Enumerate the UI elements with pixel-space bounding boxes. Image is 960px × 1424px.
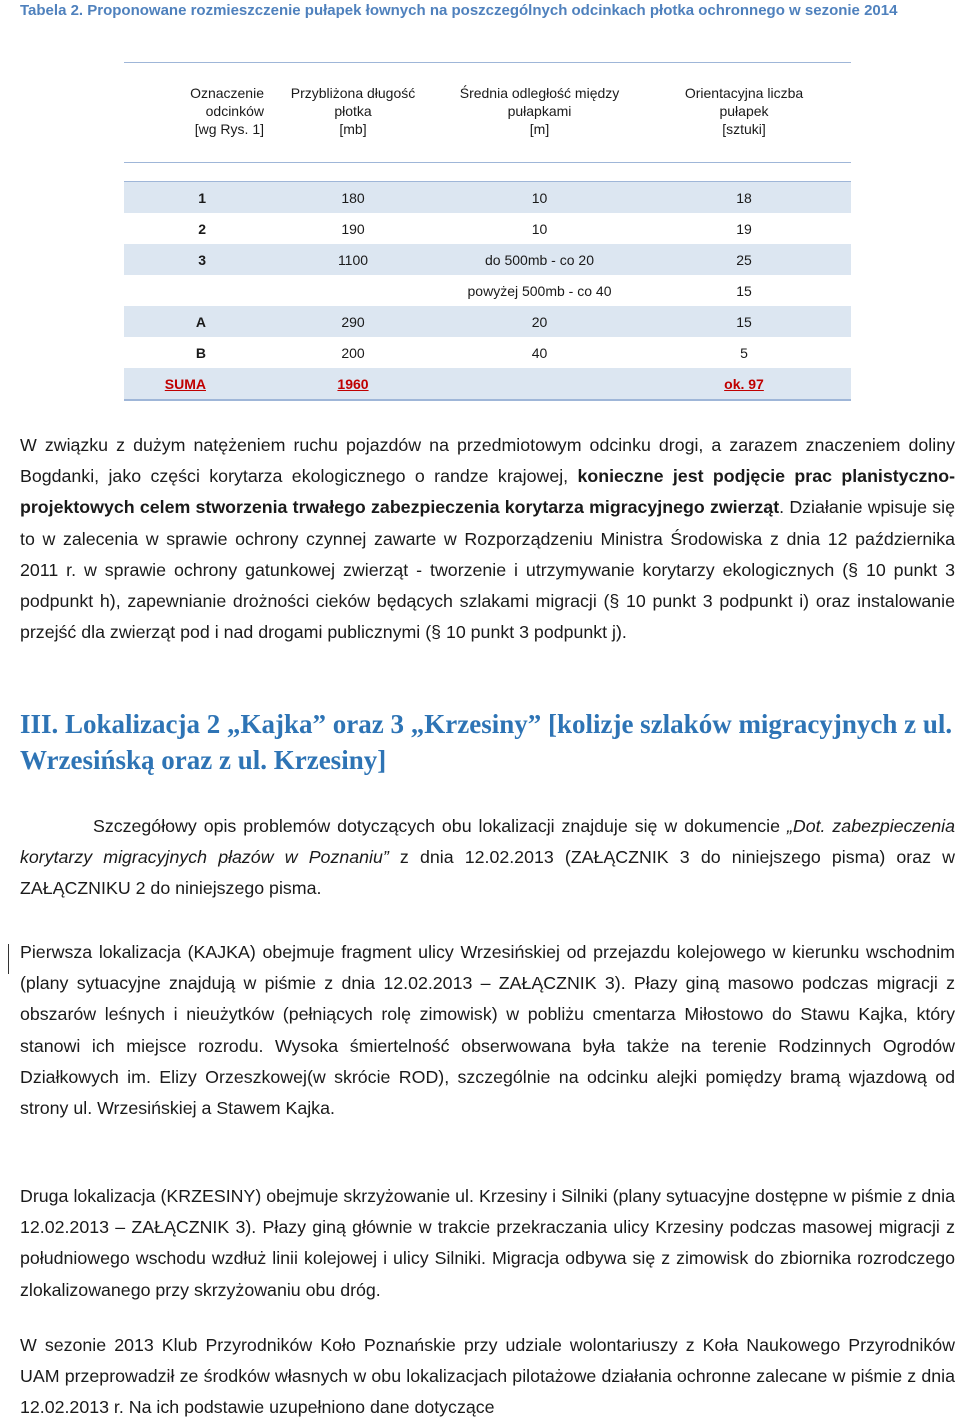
- cell-segment: 1: [124, 182, 264, 214]
- table-row: [124, 337, 851, 368]
- paragraph: W sezonie 2013 Klub Przyrodników Koło Poznańskie przy udziale wolontariuszy z Koła Naukowego Przyrodników UAM przeprowadził ze środków własnych w obu lokalizacjach pilotażowe działania ochronne zalecane w piśmie z dnia 12.02.2013 r. Na ich podstawie uzupełniono dane dotyczące: [20, 1335, 955, 1418]
- cell-segment: [124, 275, 264, 306]
- cell-distance: 10: [442, 182, 637, 214]
- cell-length: 200: [341, 344, 365, 361]
- paragraph: Druga lokalizacja (KRZESINY) obejmuje skrzyżowanie ul. Krzesiny i Silniki (plany sytuacyjne dostępne w piśmie z dnia 12.02.2013 – ZAŁĄCZNIK 3). Płazy giną głównie w trakcie przekraczania ulicy Krzesiny podczas masowej migracji z południowego wschodu wzdłuż linii kolejowej i ulicy Silniki. Migracja odbywa się z zimowisk do zbiornika rozrodczego zlokalizowanego przy skrzyżowaniu obu dróg.: [20, 1186, 955, 1300]
- cell-distance: do 500mb - co 20: [442, 244, 637, 275]
- cell-length: [264, 275, 442, 306]
- traps-table: [124, 62, 851, 401]
- table-row: [124, 244, 851, 275]
- paragraph: Szczegółowy opis problemów dotyczących obu lokalizacji znajduje się w dokumencie „Dot. zabezpieczenia korytarzy migracyjnych płazów w Poznaniu” z dnia 12.02.2013 (ZAŁĄCZNIK 3 do niniejszego pisma) oraz w ZAŁĄCZNIKU 2 do niniejszego pisma.: [20, 816, 955, 899]
- cell-count: 15: [637, 306, 851, 337]
- cell-length: 1100: [264, 244, 442, 275]
- table-header-row: [124, 63, 851, 163]
- cell-length: 1960: [264, 368, 442, 400]
- cell-segment: B: [195, 344, 206, 361]
- cell-distance: [442, 368, 637, 400]
- header-length: Przybliżona długość płotka [mb]: [264, 63, 442, 163]
- paragraph: Pierwsza lokalizacja (KAJKA) obejmuje fragment ulicy Wrzesińskiej od przejazdu kolejowego w kierunku wschodnim (plany sytuacyjne znajdują w piśmie z dnia 12.02.2013 – ZAŁĄCZNIK 3). Płazy giną masowo podczas migracji z obszarów leśnych i nieużytków (pełniących rolę zimowisk) w pobliżu cmentarza Miłostowo do Stawu Kajka, który stanowi ich miejsce rozrodu. Wysoka śmiertelność obserwowana była także na terenie Rodzinnych Ogrodów Działkowych im. Elizy Orzeszkowej(w skrócie ROD), szczególnie na odcinku alejki pomiędzy bramą wjazdową od strony ul. Wrzesińskiej a Stawem Kajka.: [20, 942, 955, 1119]
- emphasis: konieczne jest podjęcie prac planistyczno-projektowych celem stworzenia trwałego zabezpieczenia korytarza migracyjnego zwierząt: [20, 466, 955, 518]
- cell-count: 19: [736, 220, 752, 237]
- cell-length: 180: [264, 182, 442, 214]
- section-heading: III. Lokalizacja 2 „Kajka” oraz 3 „Krzesiny” [kolizje szlaków migracyjnych z ul. Wrzesińską oraz z ul. Krzesiny]: [20, 709, 953, 775]
- table-caption: Tabela 2. Proponowane rozmieszczenie pułapek łownych na poszczególnych odcinkach płotka ochronnego w sezonie 2014: [20, 2, 898, 19]
- cell-distance: powyżej 500mb - co 40: [467, 282, 612, 299]
- revision-bar: [8, 944, 9, 974]
- table-row: [124, 275, 851, 306]
- table-sum-row: [124, 368, 851, 400]
- cell-segment: A: [124, 306, 264, 337]
- cell-distance: 10: [531, 220, 548, 237]
- cell-segment: 3: [124, 244, 264, 275]
- paragraph: W związku z dużym natężeniem ruchu pojazdów na przedmiotowym odcinku drogi, a zarazem znaczeniem doliny Bogdanki, jako części korytarza ekologicznego o randze krajowej, konieczne jest podjęcie prac planistyczno-projektowych celem stworzenia trwałego zabezpieczenia korytarza migracyjnego zwierząt. Działanie wpisuje się to w zalecenia w sprawie ochrony czynnej zawarte w Rozporządzeniu Ministra Środowiska z dnia 12 października 2011 r. w sprawie ochrony gatunkowej zwierząt - tworzenie i utrzymywanie korytarzy ekologicznych (§ 10 punkt 3 podpunkt h), zapewnianie drożności cieków będących szlakami migracji (§ 10 punkt 3 podpunkt i) oraz instalowanie przejść dla zwierząt pod i nad drogami publicznymi (§ 10 punkt 3 podpunkt j).: [20, 435, 955, 643]
- table-row: [124, 213, 851, 244]
- cell-distance: 40: [531, 344, 548, 361]
- header-count: Orientacyjna liczba pułapek [sztuki]: [637, 63, 851, 163]
- document-title: „Dot. zabezpieczenia korytarzy migracyjnych płazów w Poznaniu”: [20, 816, 955, 868]
- header-segment: Oznaczenie odcinków [wg Rys. 1]: [124, 63, 264, 163]
- table-row: [124, 306, 851, 337]
- table-row: [124, 182, 851, 214]
- cell-count: 15: [736, 282, 752, 299]
- cell-segment: SUMA: [124, 368, 264, 400]
- cell-count: 5: [740, 344, 748, 361]
- cell-distance: 20: [442, 306, 637, 337]
- cell-count: ok. 97: [637, 368, 851, 400]
- header-distance: Średnia odległość między pułapkami [m]: [442, 63, 637, 163]
- cell-length: 290: [264, 306, 442, 337]
- cell-length: 190: [341, 220, 365, 237]
- cell-segment: 2: [198, 220, 206, 237]
- cell-count: 18: [637, 182, 851, 214]
- cell-count: 25: [637, 244, 851, 275]
